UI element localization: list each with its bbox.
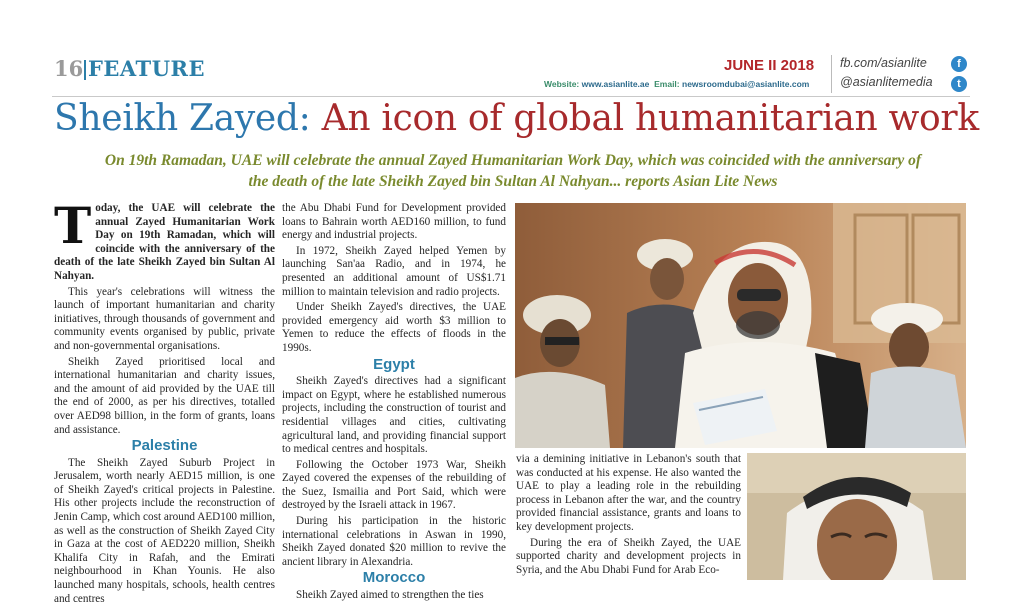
contact-line bbox=[544, 79, 809, 89]
twitter-handle[interactable]: @asianlitemedia bbox=[840, 75, 933, 89]
headline-part-2: An icon of global humanitarian work bbox=[321, 98, 979, 139]
standfirst-line-1: On 19th Ramadan, UAE will celebrate the annual Zayed Humanitarian Work Day, which was coincided with the anniversary of bbox=[104, 152, 922, 169]
website-label: Website: bbox=[544, 79, 580, 89]
lead-paragraph bbox=[54, 196, 275, 284]
headline bbox=[54, 98, 979, 139]
twitter-icon[interactable]: t bbox=[951, 76, 967, 92]
email-label: Email: bbox=[654, 79, 680, 89]
paragraph: the Abu Dhabi Fund for Development provided loans to Bahrain worth AED160 million, to fund energy and industrial projects. bbox=[282, 202, 506, 242]
section-label: FEATURE bbox=[88, 56, 205, 81]
headline-part-1: Sheikh Zayed: bbox=[54, 98, 311, 139]
section-divider bbox=[84, 60, 86, 80]
column-3 bbox=[516, 453, 741, 579]
facebook-handle[interactable]: fb.com/asianlite bbox=[840, 56, 927, 70]
subhead-egypt: Egypt bbox=[373, 355, 415, 373]
paragraph: Sheikh Zayed's directives had a significant impact on Egypt, where he established numerous projects, including the construction of tourist and residential villages and cities, cultivating agricultural land, and providing financial support to medical centres and hospitals. bbox=[282, 375, 506, 456]
paragraph: Under Sheikh Zayed's directives, the UAE provided emergency aid worth $3 million to Yemen to reduce the effects of floods in the 1990s. bbox=[282, 301, 506, 354]
paragraph: This year's celebrations will witness the launch of important humanitarian and charity initiatives, through thousands of government and community events organised by public, private and non-governmental organisations. bbox=[54, 285, 275, 352]
drop-cap: T bbox=[54, 196, 92, 255]
website-link[interactable]: www.asianlite.ae bbox=[581, 79, 650, 89]
email-link[interactable]: newsroomdubai@asianlite.com bbox=[682, 79, 810, 89]
lead-text: oday, the UAE will celebrate the annual Zayed Humanitarian Work Day on 19th Ramadan, which will coincide with the anniversary of the death of the late Sheikh Zayed bin Sultan Al Nahyan. bbox=[54, 202, 275, 282]
portrait-photo-illustration bbox=[747, 453, 966, 580]
page-number: 16 bbox=[54, 56, 84, 81]
header-rule bbox=[52, 96, 970, 97]
paragraph: During the era of Sheikh Zayed, the UAE supported charity and development projects in Syria, and the Abu Dhabi Fund for Arab Eco- bbox=[516, 536, 741, 576]
paragraph: Sheikh Zayed prioritised local and international humanitarian and charity issues, and the amount of aid provided by the UAE till the end of 2000, as per his directives, totalled over AED98 billion, in the form of grants, loans and assistance. bbox=[54, 355, 275, 436]
column-2 bbox=[282, 202, 506, 605]
subhead-morocco: Morocco bbox=[362, 569, 426, 587]
standfirst bbox=[54, 150, 972, 192]
portrait-photo bbox=[747, 453, 966, 580]
feature-photo bbox=[515, 203, 966, 448]
feature-photo-illustration bbox=[515, 203, 966, 448]
paragraph: Following the October 1973 War, Sheikh Zayed covered the expenses of the rebuilding of the Suez, Ismailia and Port Said, which were destroyed by the Israeli attack in 1967. bbox=[282, 458, 506, 512]
paragraph: The Sheikh Zayed Suburb Project in Jerusalem, worth nearly AED15 million, is one of Sheikh Zayed's critical projects in Palestine. His other projects include the reconstruction of Jenin Camp, which cost around AED100 million, as well as the construction of Sheikh Zayed City in Gaza at the cost of AED220 million, Sheikh Khalifa City in Rafah, and the Emirati neighbourhood in Khan Younis. He also launched many hospitals, schools, health centres and centres bbox=[54, 456, 275, 605]
subhead-palestine: Palestine bbox=[131, 437, 198, 455]
paragraph: During his participation in the historic international celebrations in Aswan in 1990, Sheikh Zayed donated $20 million to revive the ancient library in Alexandria. bbox=[282, 515, 506, 568]
column-1 bbox=[54, 196, 275, 608]
facebook-icon[interactable]: f bbox=[951, 56, 967, 72]
paragraph: In 1972, Sheikh Zayed helped Yemen by launching San'aa Radio, and in 1974, he presented an additional amount of US$1.71 million to maintain television and radio projects. bbox=[282, 244, 506, 298]
paragraph: via a demining initiative in Lebanon's south that was conducted at his expense. He also wanted the UAE to play a leading role in the rebuilding process in Lebanon after the war, and the country provided financial assistance, grants and loans to key development projects. bbox=[516, 453, 741, 533]
issue-date: JUNE II 2018 bbox=[724, 57, 815, 74]
paragraph: Sheikh Zayed aimed to strengthen the ties bbox=[296, 589, 484, 602]
standfirst-line-2: the death of the late Sheikh Zayed bin Sultan Al Nahyan... reports Asian Lite News bbox=[248, 173, 778, 190]
header-divider bbox=[831, 55, 832, 93]
